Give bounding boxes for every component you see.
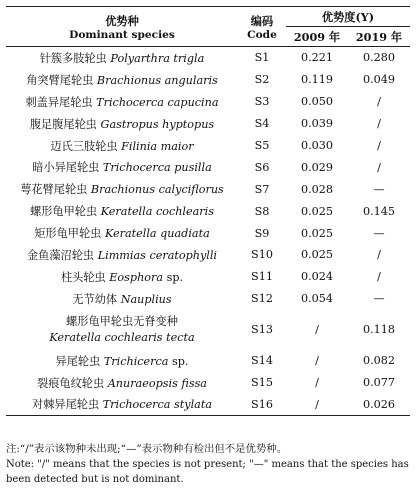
cell-code: S2 (254, 73, 270, 87)
header-year-2009: 2009 年 (286, 27, 348, 47)
cell-code: S10 (251, 248, 273, 262)
species-zh: 无节幼体 (72, 292, 118, 306)
table-row (6, 156, 410, 178)
cell-species (6, 372, 238, 394)
header-code (238, 7, 286, 47)
species-suffix: sp. (163, 270, 184, 284)
species-zh: 迈氏三肢轮虫 (50, 139, 118, 153)
cell-y2009: / (286, 393, 348, 415)
species-latin: Brachionus angularis (96, 73, 218, 87)
cell-y2019: / (377, 95, 381, 109)
table-row (6, 244, 410, 266)
cell-species (6, 200, 238, 222)
species-latin: Nauplius (120, 292, 172, 306)
species-latin: Anuraeopsis fissa (107, 376, 207, 390)
species-latin: Limmias ceratophylli (97, 248, 218, 262)
table-row (6, 200, 410, 222)
cell-y2019: / (377, 270, 381, 284)
table-row (6, 178, 410, 200)
species-zh: 矩形龟甲轮虫 (34, 227, 102, 241)
species-zh: 腹足腹尾轮虫 (29, 117, 97, 131)
species-latin: Trichicerca (103, 354, 169, 368)
table-row (6, 135, 410, 157)
species-zh: 暗小异尾轮虫 (32, 161, 100, 175)
species-latin: Trichocerca capucina (96, 95, 219, 109)
note-zh: 注:“/”表示该物种未出现;“—”表示物种有检出但不是优势种。 (6, 443, 288, 455)
cell-y2019: 0.280 (362, 51, 396, 65)
cell-y2019: / (377, 248, 381, 262)
cell-y2009: 0.025 (300, 204, 334, 218)
header-year-2019: 2019 年 (348, 27, 410, 47)
cell-y2009: / (315, 323, 319, 337)
cell-y2009: 0.029 (300, 160, 334, 174)
cell-species (6, 310, 238, 350)
cell-y2009: 0.025 (300, 226, 334, 240)
header-species (6, 7, 238, 47)
cell-y2019: — (373, 226, 385, 240)
table-row (6, 350, 410, 372)
cell-code: S12 (251, 292, 273, 306)
species-zh: 螺形龟甲轮虫无脊变种 (66, 314, 178, 328)
cell-species (6, 135, 238, 157)
species-zh: 刺盖异尾轮虫 (25, 95, 93, 109)
table-row (6, 113, 410, 135)
cell-species (6, 288, 238, 310)
cell-y2009: 0.054 (300, 292, 334, 306)
cell-y2019: 0.049 (362, 73, 396, 87)
header-species-zh: 优势种 (105, 13, 139, 28)
cell-species (6, 178, 238, 200)
cell-code: S3 (254, 95, 270, 109)
cell-code: S1 (254, 51, 270, 65)
species-latin: Trichocerca stylata (102, 398, 212, 412)
cell-species (6, 47, 238, 69)
cell-y2009: / (315, 376, 319, 390)
cell-code: S6 (254, 160, 270, 174)
species-zh: 螺形龟甲轮虫 (30, 205, 98, 219)
cell-species (6, 244, 238, 266)
species-latin: Keratella cochlearis (100, 205, 214, 219)
cell-y2009: 0.030 (300, 139, 334, 152)
cell-code: S15 (251, 376, 273, 390)
species-latin: Eosphora (109, 270, 164, 284)
species-latin: Trichocerca pusilla (102, 161, 212, 175)
cell-code: S4 (254, 117, 270, 131)
cell-y2019: / (377, 139, 381, 152)
note-en: Note: "/" means that the species is not present; "—" means that the species has been detected but is not dominant. (6, 459, 409, 485)
species-latin: Polyarthra trigla (110, 51, 205, 65)
table-note (6, 442, 410, 487)
cell-y2019: 0.082 (362, 354, 396, 368)
species-latin: Brachionus calyciflorus (90, 183, 224, 197)
table-row (6, 372, 410, 394)
species-suffix: sp. (168, 354, 189, 368)
table-row (6, 288, 410, 310)
cell-species (6, 350, 238, 372)
cell-y2019: 0.026 (348, 393, 410, 415)
species-zh: 金鱼藻沼轮虫 (26, 248, 95, 262)
cell-species (6, 113, 238, 135)
cell-y2019: / (377, 117, 381, 131)
cell-y2009: 0.221 (300, 51, 334, 65)
species-zh: 对棘异尾轮虫 (32, 398, 100, 412)
table-row (6, 69, 410, 91)
header-dominance: 优势度(Y) (286, 7, 410, 27)
cell-species (6, 266, 238, 288)
species-zh: 萼花臂尾轮虫 (20, 183, 88, 197)
cell-code: S5 (254, 139, 270, 152)
cell-y2019: / (377, 160, 381, 174)
cell-y2009: 0.039 (300, 117, 334, 131)
cell-species (6, 69, 238, 91)
cell-y2009: 0.050 (300, 95, 334, 109)
species-zh: 异尾轮虫 (55, 354, 101, 368)
table-row (6, 310, 410, 350)
header-species-en: Dominant species (69, 28, 175, 41)
cell-y2009: 0.024 (300, 270, 334, 284)
cell-y2019: — (373, 182, 385, 196)
cell-species (6, 393, 238, 415)
cell-code: S8 (254, 204, 270, 218)
cell-code: S7 (254, 182, 270, 196)
species-latin: Keratella quadiata (104, 227, 210, 241)
header-code-en: Code (247, 28, 277, 41)
table-body (6, 47, 410, 416)
table-row (6, 91, 410, 113)
cell-code: S14 (251, 354, 273, 368)
cell-y2009: 0.025 (300, 248, 334, 262)
cell-y2009: 0.028 (300, 182, 334, 196)
table-row (6, 393, 410, 415)
cell-code: S9 (254, 226, 270, 240)
cell-species (6, 222, 238, 244)
species-latin: Filinia maior (121, 139, 194, 153)
species-zh: 针簇多肢轮虫 (39, 51, 107, 65)
species-latin: Gastropus hyptopus (100, 117, 215, 131)
cell-y2019: 0.118 (362, 323, 396, 337)
cell-species (6, 156, 238, 178)
cell-code: S16 (238, 393, 286, 415)
species-zh: 角突臂尾轮虫 (26, 73, 94, 87)
table-row (6, 47, 410, 69)
cell-y2009: / (315, 354, 319, 368)
header-code-zh: 编码 (250, 13, 274, 28)
cell-y2019: — (373, 292, 385, 306)
species-zh: 裂痕龟纹轮虫 (37, 376, 105, 390)
cell-y2019: 0.077 (362, 376, 396, 390)
table-row (6, 222, 410, 244)
cell-y2019: 0.145 (362, 204, 396, 218)
table-row (6, 266, 410, 288)
cell-code: S13 (251, 323, 273, 337)
cell-code: S11 (251, 270, 273, 284)
species-latin: Keratella cochlearis tecta (49, 330, 195, 344)
cell-y2009: 0.119 (300, 73, 334, 87)
cell-species (6, 91, 238, 113)
dominant-species-table (6, 6, 410, 416)
species-zh: 柱头轮虫 (60, 270, 106, 284)
